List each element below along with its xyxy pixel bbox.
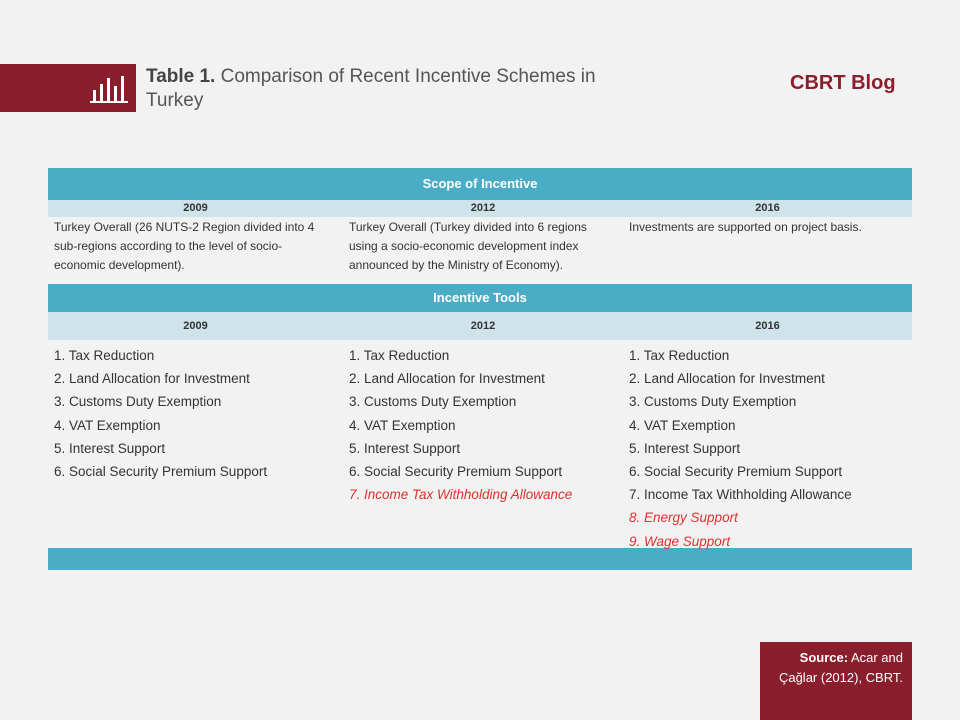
- list-item: 2. Land Allocation for Investment: [54, 371, 250, 387]
- tools-row: [48, 340, 912, 548]
- list-item: 6. Social Security Premium Support: [54, 464, 268, 480]
- scope-year-2009: 2009: [183, 202, 208, 214]
- list-item: 4. VAT Exemption: [54, 417, 161, 433]
- scope-section: [48, 168, 912, 284]
- list-item-new: 7. Income Tax Withholding Allowance: [349, 487, 573, 503]
- page-title: [146, 65, 616, 113]
- list-item: 3. Customs Duty Exemption: [349, 394, 517, 410]
- list-item: 2. Land Allocation for Investment: [349, 371, 545, 387]
- list-item-new: 8. Energy Support: [629, 510, 738, 526]
- bar-chart-icon: [90, 72, 128, 104]
- list-item: 5. Interest Support: [54, 440, 166, 456]
- title-text: Comparison of Recent Incentive Schemes in Turkey: [146, 66, 596, 111]
- source-box: [760, 642, 912, 720]
- title-bold: Table 1.: [146, 66, 216, 87]
- scope-year-2016: 2016: [755, 202, 780, 214]
- list-item: 3. Customs Duty Exemption: [629, 394, 797, 410]
- scope-cell-2009: Turkey Overall (26 NUTS-2 Region divided into 4 sub-regions according to the level of socio-economic development).: [54, 220, 315, 272]
- header-band: [0, 64, 136, 112]
- scope-cell-2016: Investments are supported on project basis.: [629, 220, 862, 234]
- list-item: 3. Customs Duty Exemption: [54, 394, 222, 410]
- list-item: 1. Tax Reduction: [54, 348, 155, 363]
- scope-title: Scope of Incentive: [48, 168, 912, 200]
- tools-section: [48, 284, 912, 570]
- list-item: 1. Tax Reduction: [349, 348, 450, 363]
- tools-year-row: [48, 312, 912, 340]
- tools-year-2009: 2009: [183, 320, 208, 332]
- list-item: 1. Tax Reduction: [629, 348, 730, 363]
- tools-col-2012: [343, 344, 623, 548]
- list-item: 6. Social Security Premium Support: [629, 464, 843, 480]
- source-text: Acar and Çağlar (2012), CBRT.: [778, 650, 903, 685]
- list-item: 6. Social Security Premium Support: [349, 464, 563, 480]
- list-item: 7. Income Tax Withholding Allowance: [629, 487, 852, 503]
- tools-title: Incentive Tools: [48, 284, 912, 312]
- tools-col-2009: [48, 344, 343, 548]
- tools-col-2016: [623, 344, 912, 548]
- list-item: 5. Interest Support: [629, 440, 741, 456]
- tools-year-2012: 2012: [470, 320, 496, 332]
- scope-year-2012: 2012: [470, 202, 496, 214]
- list-item: 5. Interest Support: [349, 440, 461, 456]
- tools-year-2016: 2016: [755, 320, 780, 332]
- list-item: 4. VAT Exemption: [629, 417, 736, 433]
- list-item: 2. Land Allocation for Investment: [629, 371, 825, 387]
- scope-row: [48, 217, 912, 284]
- scope-cell-2012: Turkey Overall (Turkey divided into 6 regions using a socio-economic development index announced by the Ministry of Economy).: [349, 220, 587, 272]
- scope-year-row: [48, 200, 912, 217]
- list-item: 4. VAT Exemption: [349, 417, 456, 433]
- brand-label: CBRT Blog: [790, 72, 896, 94]
- source-label: Source:: [799, 650, 849, 665]
- list-item-new: 9. Wage Support: [629, 533, 731, 549]
